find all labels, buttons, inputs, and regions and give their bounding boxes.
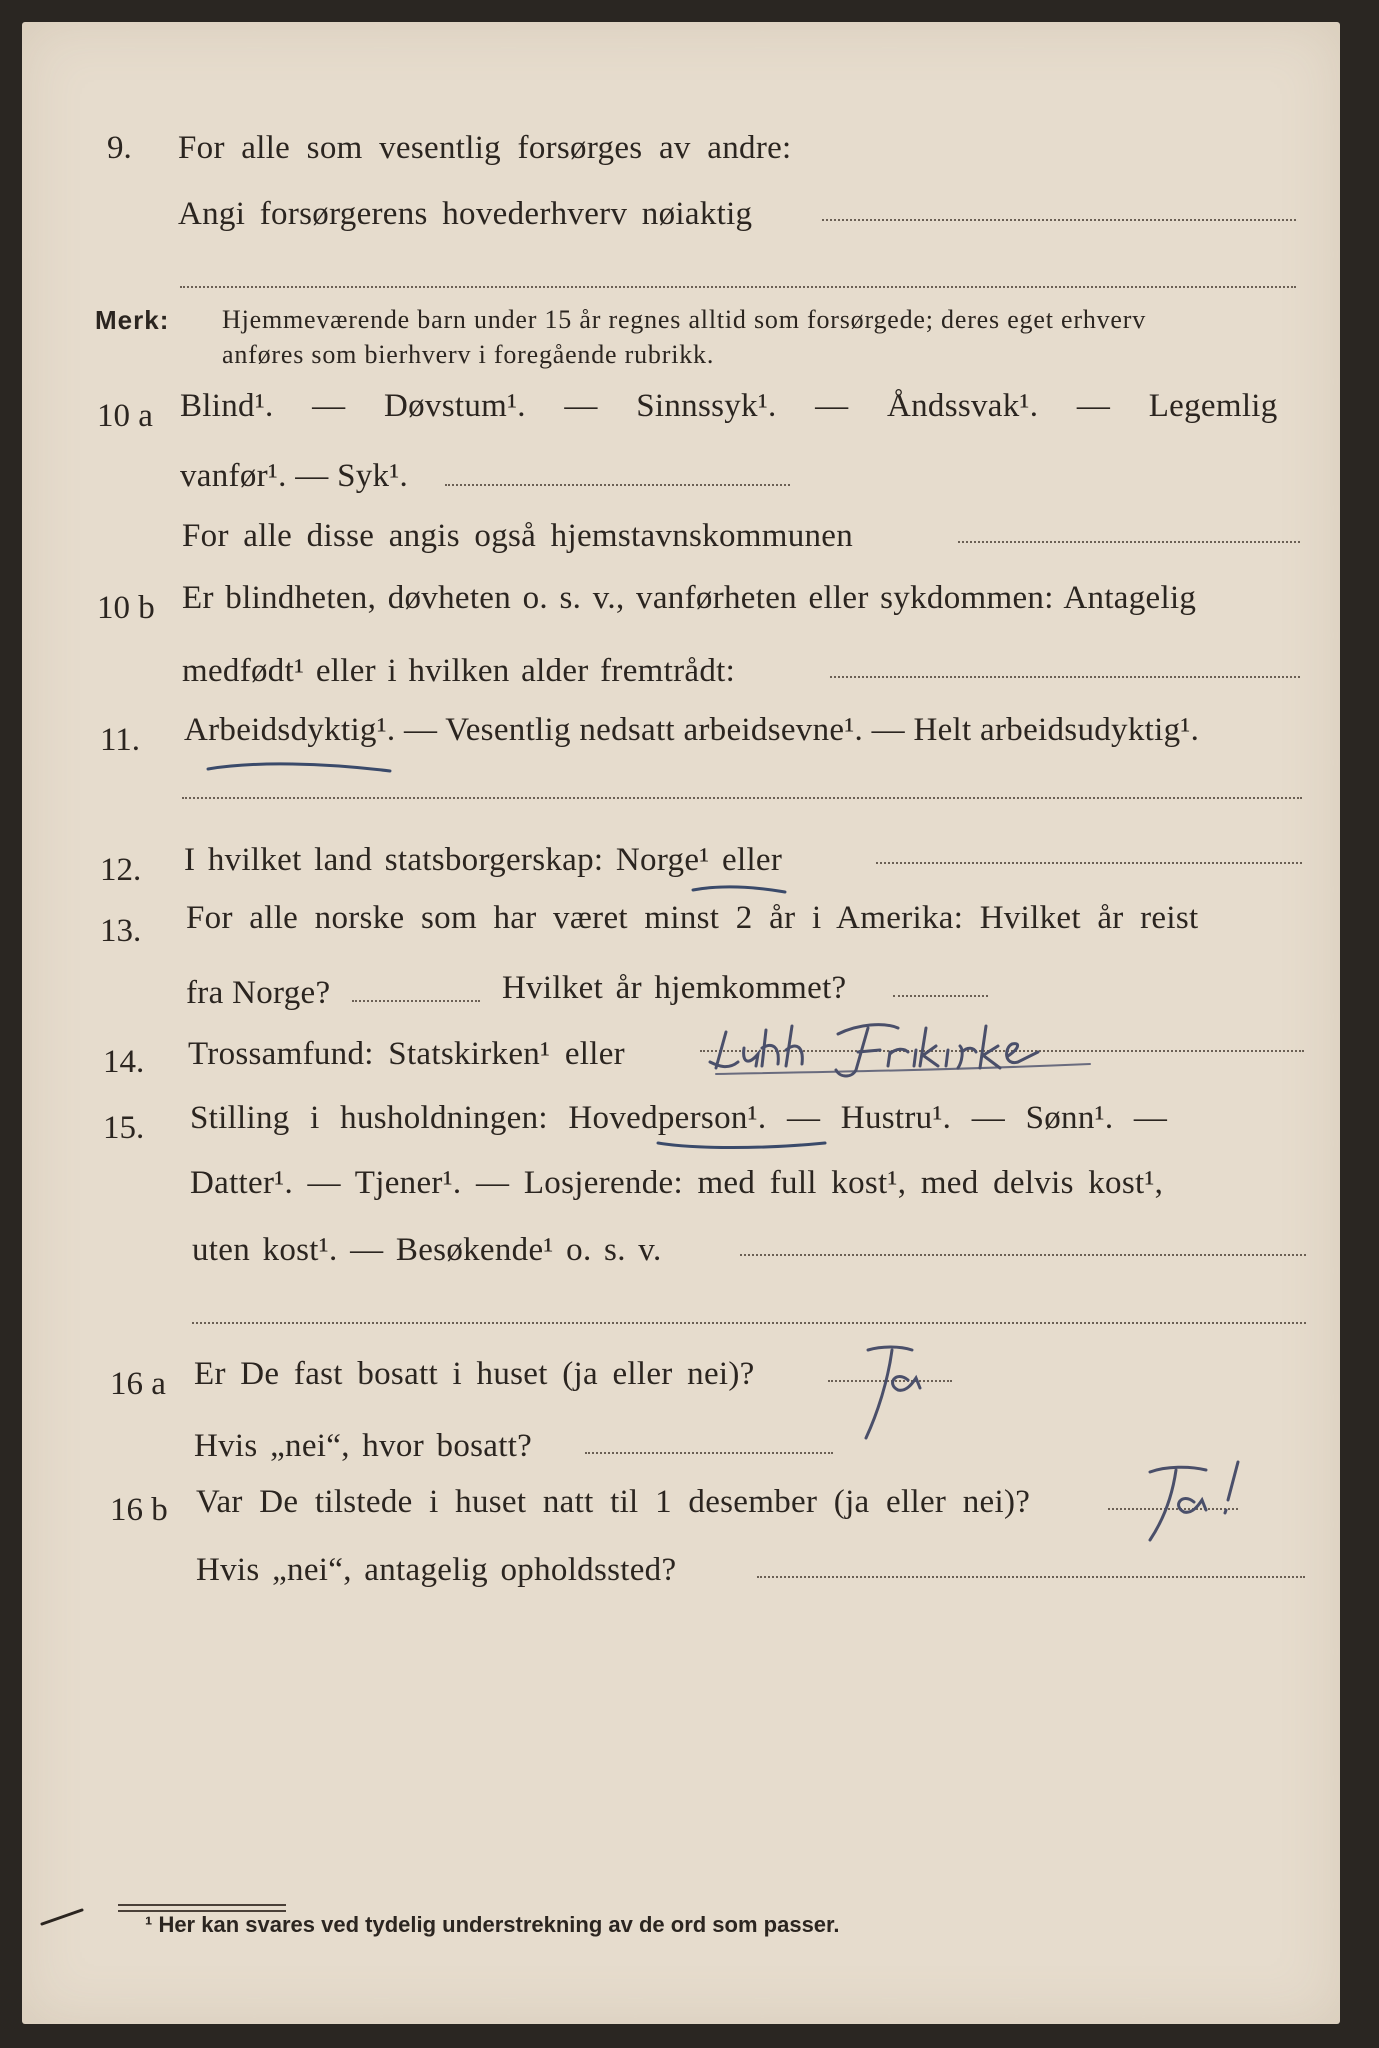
q14-handwritten-answer (708, 1012, 1098, 1084)
q16b-number: 16 b (110, 1492, 168, 1528)
q13-number: 13. (100, 913, 142, 949)
q11-number: 11. (100, 722, 141, 758)
q9-number: 9. (107, 130, 132, 166)
q11-answer-line (182, 797, 1302, 799)
q11-line1: Arbeidsdyktig¹. — Vesentlig nedsatt arbeidsevne¹. — Helt arbeidsudyktig¹. (184, 712, 1200, 748)
q16b-handwritten-answer (1110, 1458, 1260, 1548)
q13-line2b: Hvilket år hjemkommet? (502, 970, 847, 1006)
q10b-answer-line (830, 676, 1300, 678)
q16a-line2: Hvis „nei“, hvor bosatt? (194, 1428, 533, 1464)
hovedperson-underline (655, 1135, 830, 1155)
q12-answer-line (876, 862, 1302, 864)
q16a-handwritten-answer (820, 1340, 930, 1450)
q15-line3: uten kost¹. — Besøkende¹ o. s. v. (192, 1232, 662, 1268)
q10a-line3: For alle disse angis også hjemstavnskommunen (182, 518, 854, 554)
q10b-line2: medfødt¹ eller i hvilken alder fremtrådt: (182, 653, 736, 689)
q15-answer-line-2 (192, 1322, 1306, 1324)
q13-hjemkommet-line (893, 995, 988, 997)
q9-answer-line-1 (822, 219, 1296, 221)
q9-line2: Angi forsørgerens hovederhverv nøiaktig (178, 196, 753, 232)
merk-label: Merk: (95, 305, 170, 335)
q15-line2: Datter¹. — Tjener¹. — Losjerende: med full kost¹, med delvis kost¹, (190, 1165, 1164, 1201)
q13-line1: For alle norske som har været minst 2 år i Amerika: Hvilket år reist (186, 900, 1199, 936)
q16b-line1: Var De tilstede i huset natt til 1 desember (ja eller nei)? (196, 1484, 1031, 1520)
footnote: ¹ Her kan svares ved tydelig understrekning av de ord som passer. (145, 1912, 840, 1937)
q10b-line1: Er blindheten, døvheten o. s. v., vanførheten eller sykdommen: Antagelig (182, 580, 1197, 616)
q13-reist-line (352, 1000, 480, 1002)
q10a-line2: vanfør¹. — Syk¹. (180, 458, 409, 494)
merk-line2: anføres som bierhverv i foregående rubrikk. (222, 340, 715, 369)
q9-answer-line-2 (180, 286, 1296, 288)
q14-line1: Trossamfund: Statskirken¹ eller (188, 1036, 625, 1072)
q12-line1: I hvilket land statsborgerskap: Norge¹ eller (184, 842, 783, 878)
q10b-number: 10 b (97, 590, 155, 626)
merk-line1: Hjemmeværende barn under 15 år regnes alltid som forsørgede; deres eget erhverv (222, 305, 1147, 334)
q10a-number: 10 a (97, 398, 153, 434)
arbeidsdyktig-underline (205, 755, 395, 777)
footnote-rule (118, 1904, 286, 1906)
q15-answer-line-1 (740, 1254, 1306, 1256)
q10a-line1: Blind¹. — Døvstum¹. — Sinnssyk¹. — Åndssvak¹. — Legemlig (180, 388, 1278, 424)
q16a-number: 16 a (110, 1366, 166, 1402)
q16b-opholdssted-line (757, 1576, 1305, 1578)
q14-number: 14. (103, 1044, 145, 1080)
q9-line1: For alle som vesentlig forsørges av andre: (178, 130, 792, 166)
q15-number: 15. (103, 1110, 145, 1146)
q16a-line1: Er De fast bosatt i huset (ja eller nei)? (194, 1356, 755, 1392)
q15-line1: Stilling i husholdningen: Hovedperson¹. — Hustru¹. — Sønn¹. — (190, 1100, 1168, 1136)
q16a-bosatt-line (585, 1452, 833, 1454)
q10a-answer-line (445, 484, 790, 486)
q16b-line2: Hvis „nei“, antagelig opholdssted? (196, 1552, 677, 1588)
margin-mark (38, 1900, 88, 1930)
q13-line2a: fra Norge? (186, 975, 331, 1011)
q10a-hjemstavn-line (958, 541, 1300, 543)
norge-underline (690, 880, 790, 898)
q12-number: 12. (100, 852, 142, 888)
